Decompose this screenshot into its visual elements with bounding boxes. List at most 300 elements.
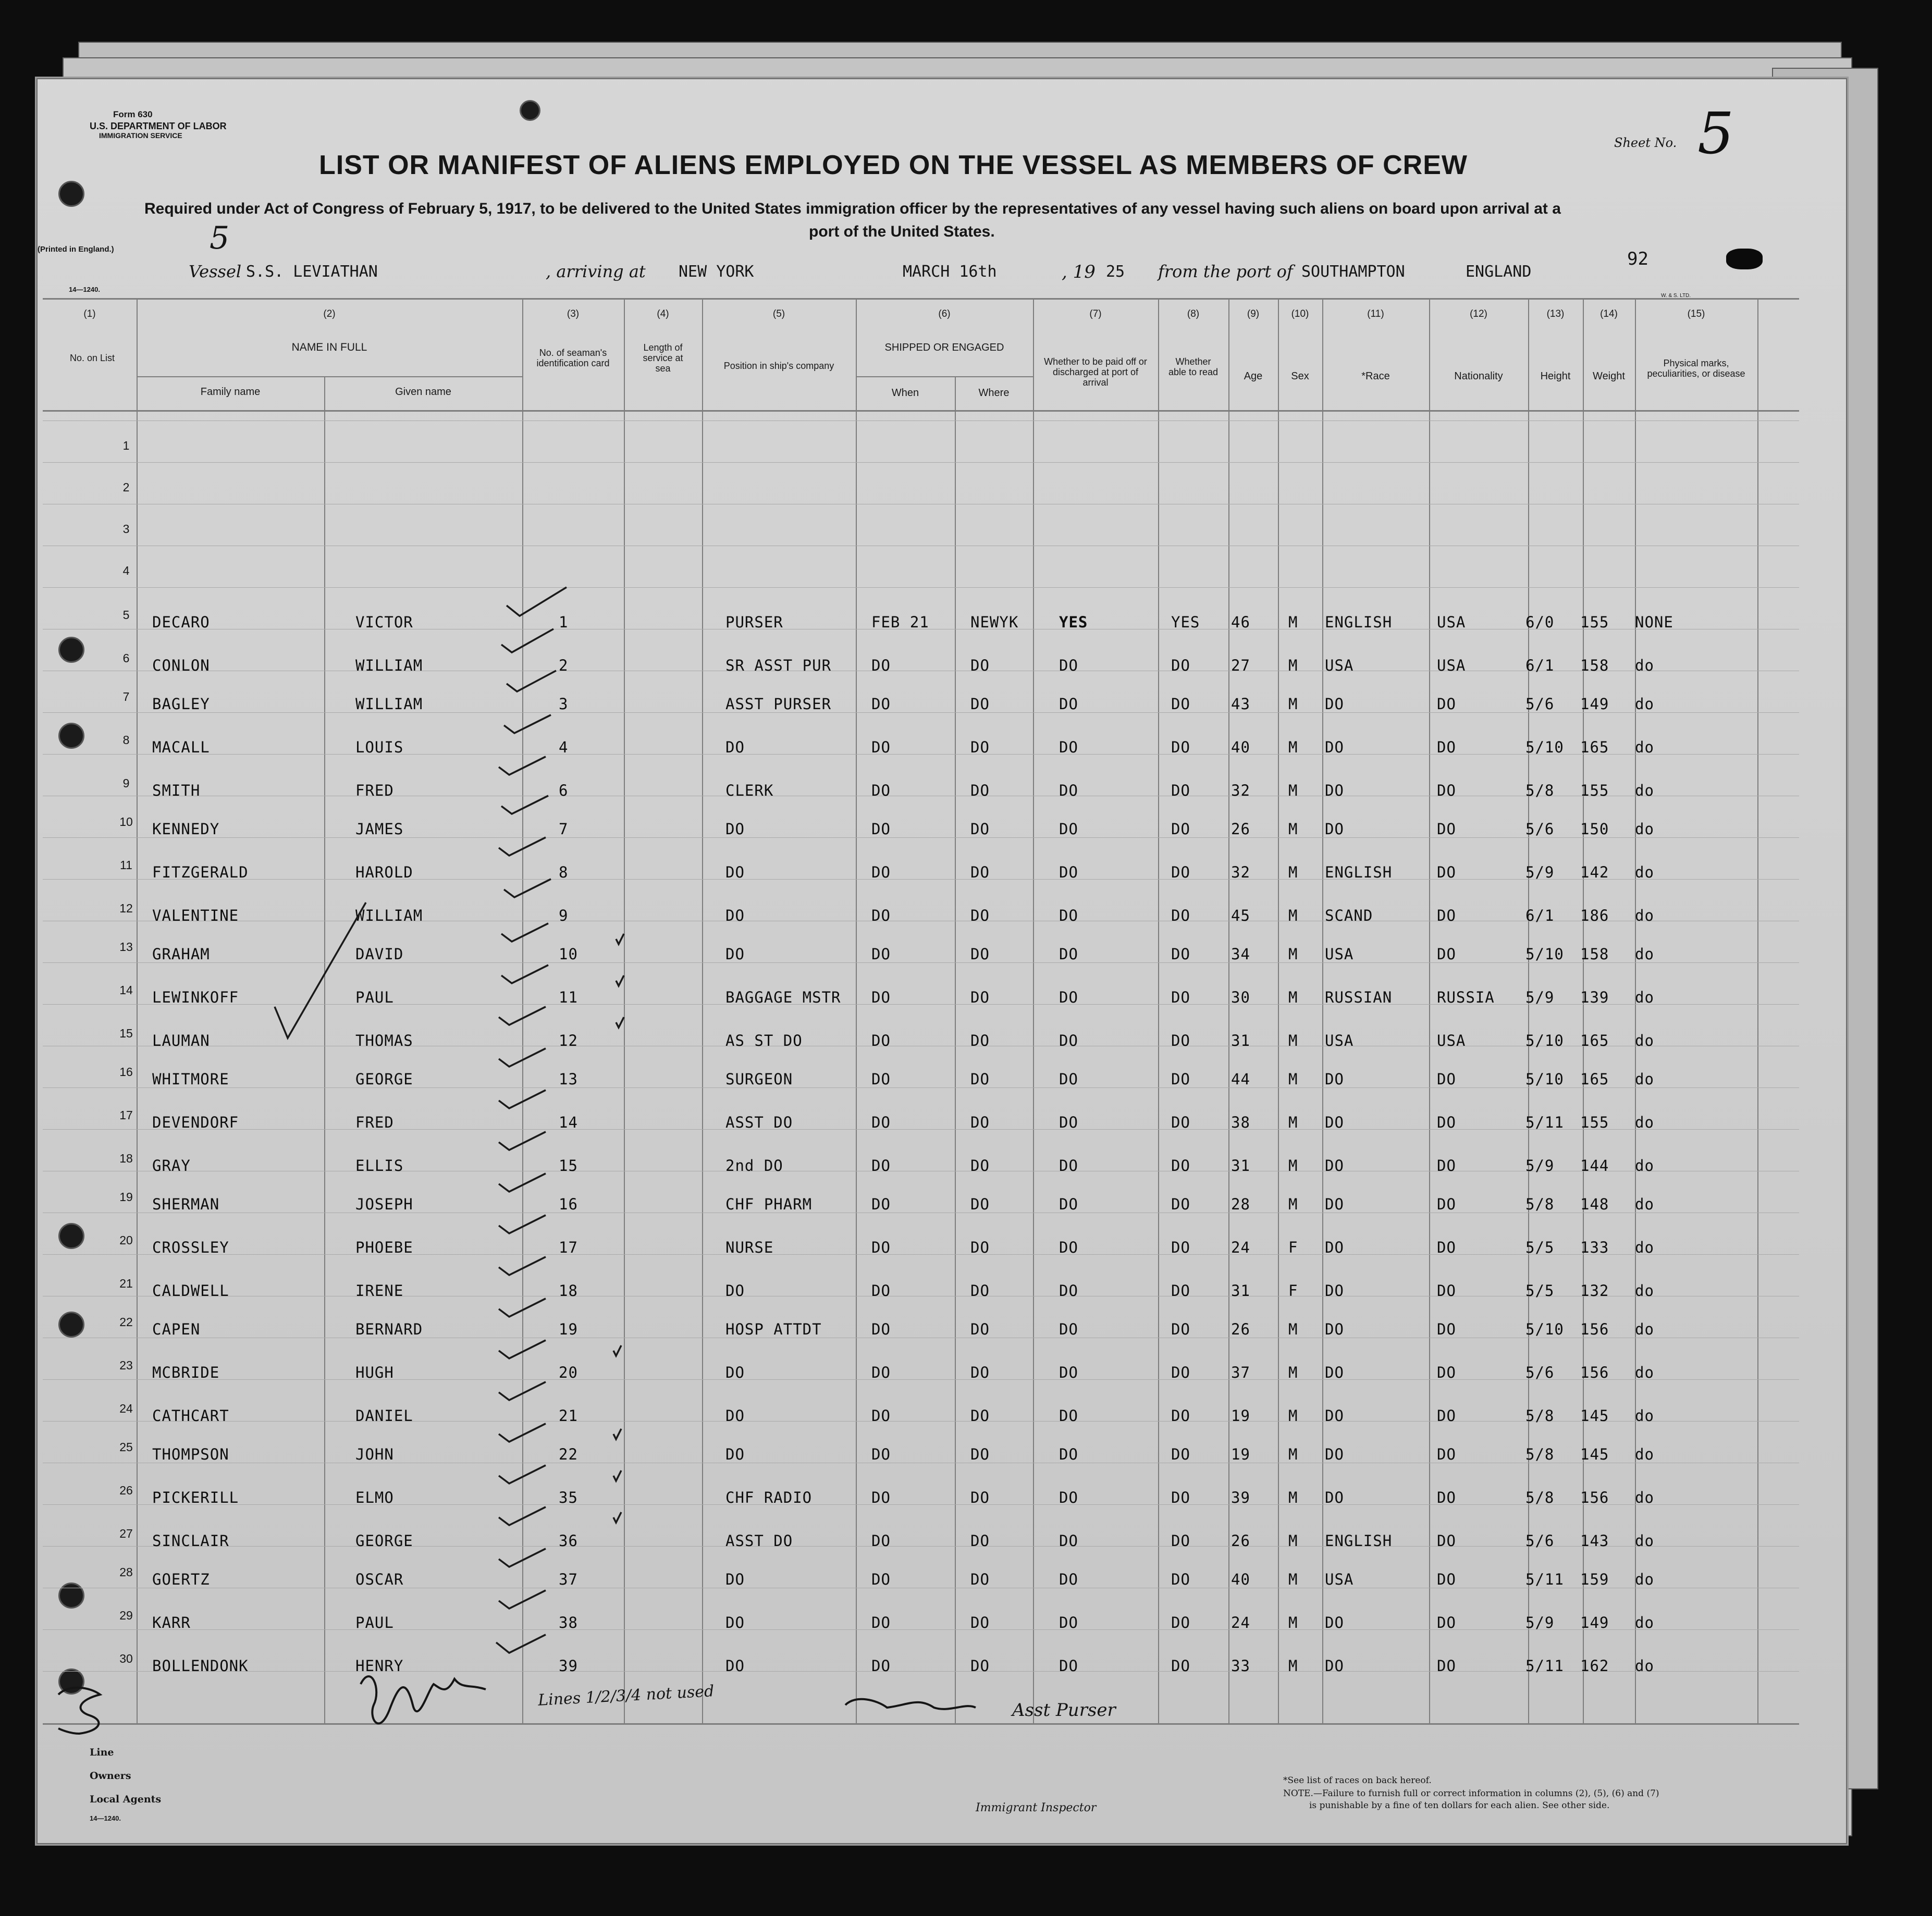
- race: DO: [1325, 1320, 1344, 1338]
- card-number: 3: [559, 695, 569, 713]
- row-number: 17: [119, 1108, 133, 1122]
- weight: 155: [1580, 1114, 1609, 1131]
- race: USA: [1325, 657, 1354, 674]
- col-num-4: (4): [657, 308, 669, 319]
- year-prefix: , 19: [1062, 262, 1096, 282]
- paid-off: DO: [1059, 1320, 1078, 1338]
- family-name: GOERTZ: [152, 1571, 210, 1588]
- family-name: CAPEN: [152, 1320, 201, 1338]
- height: 5/9: [1525, 863, 1555, 881]
- family-name: CROSSLEY: [152, 1239, 229, 1256]
- row-number: 5: [122, 608, 130, 622]
- given-name: WILLIAM: [355, 907, 423, 924]
- physical-marks: do: [1635, 988, 1654, 1006]
- sex: M: [1288, 613, 1298, 631]
- checkmark: [613, 1345, 621, 1356]
- able-read: DO: [1171, 1157, 1190, 1175]
- weight: 165: [1580, 1070, 1609, 1088]
- height: 5/6: [1525, 695, 1555, 713]
- printed-in-label: (Printed in England.): [38, 245, 114, 254]
- given-name: VICTOR: [355, 613, 413, 631]
- arrival-port: NEW YORK: [679, 263, 754, 281]
- engaged-where: DO: [970, 1445, 990, 1463]
- checkmark: [499, 757, 546, 775]
- card-number: 1: [559, 613, 569, 631]
- position: CLERK: [725, 782, 774, 799]
- engaged-where: DO: [970, 1489, 990, 1506]
- given-name: HUGH: [355, 1364, 394, 1381]
- card-number: 35: [559, 1489, 578, 1506]
- card-number: 12: [559, 1032, 578, 1049]
- row-number: 19: [119, 1190, 133, 1204]
- nationality: DO: [1437, 1489, 1456, 1506]
- col-num-12: (12): [1470, 308, 1487, 319]
- weight: 156: [1580, 1364, 1609, 1381]
- checkmark: [501, 965, 548, 983]
- engaged-where: DO: [970, 907, 990, 924]
- race: DO: [1325, 1114, 1344, 1131]
- position: AS ST DO: [725, 1032, 803, 1049]
- card-number: 4: [559, 738, 569, 756]
- family-name: GRAY: [152, 1157, 191, 1175]
- nationality: DO: [1437, 945, 1456, 963]
- position: DO: [725, 945, 745, 963]
- race: SCAND: [1325, 907, 1373, 924]
- physical-marks: do: [1635, 1157, 1654, 1175]
- height: 5/6: [1525, 1532, 1555, 1550]
- able-read: DO: [1171, 1032, 1190, 1049]
- position: DO: [725, 1614, 745, 1631]
- checkmarks-overlay: [38, 79, 1846, 1843]
- physical-marks: do: [1635, 1571, 1654, 1588]
- paid-off: DO: [1059, 1657, 1078, 1675]
- col-num-5: (5): [772, 308, 785, 319]
- position: SR ASST PUR: [725, 657, 832, 674]
- paid-off: DO: [1059, 820, 1078, 838]
- paid-off: DO: [1059, 863, 1078, 881]
- weight: 142: [1580, 863, 1609, 881]
- engaged-where: DO: [970, 1114, 990, 1131]
- able-read: DO: [1171, 1571, 1190, 1588]
- paid-off: DO: [1059, 1114, 1078, 1131]
- engaged-where: DO: [970, 1239, 990, 1256]
- age: 38: [1231, 1114, 1250, 1131]
- age: 19: [1231, 1407, 1250, 1425]
- engaged-where: DO: [970, 820, 990, 838]
- weight: 143: [1580, 1532, 1609, 1550]
- sex: M: [1288, 695, 1298, 713]
- height: 5/8: [1525, 1489, 1555, 1506]
- race: USA: [1325, 1032, 1354, 1049]
- race: DO: [1325, 1614, 1344, 1631]
- able-read: DO: [1171, 1070, 1190, 1088]
- given-name: PHOEBE: [355, 1239, 413, 1256]
- row-number: 1: [122, 439, 130, 452]
- manifest-subtitle-line2: port of the United States.: [809, 223, 995, 240]
- col-head-weight: Weight: [1593, 370, 1625, 382]
- manifest-sheet: [36, 78, 1847, 1844]
- card-number: 8: [559, 863, 569, 881]
- manifest-subtitle-line1: Required under Act of Congress of February 5, 1917, to be delivered to the United States immigration officer by the representatives of any vessel having such aliens on board upon arrival at a: [144, 200, 1561, 217]
- card-number: 7: [559, 820, 569, 838]
- age: 34: [1231, 945, 1250, 963]
- page-mark: [79, 1674, 103, 1716]
- nationality: USA: [1437, 1032, 1466, 1049]
- physical-marks: do: [1635, 657, 1654, 674]
- race: DO: [1325, 1657, 1344, 1675]
- engaged-when: DO: [871, 1070, 891, 1088]
- engaged-when: DO: [871, 1157, 891, 1175]
- height: 5/8: [1525, 1407, 1555, 1425]
- nationality: DO: [1437, 907, 1456, 924]
- height: 5/10: [1525, 945, 1564, 963]
- age: 31: [1231, 1282, 1250, 1300]
- paid-off: DO: [1059, 1489, 1078, 1506]
- engaged-where: DO: [970, 1032, 990, 1049]
- row-number: 13: [119, 940, 133, 954]
- family-name: BAGLEY: [152, 695, 210, 713]
- race: ENGLISH: [1325, 1532, 1393, 1550]
- col-num-9: (9): [1247, 308, 1260, 319]
- family-name: MACALL: [152, 738, 210, 756]
- weight: 186: [1580, 907, 1609, 924]
- age: 31: [1231, 1032, 1250, 1049]
- nationality: DO: [1437, 1364, 1456, 1381]
- row-number: 4: [122, 564, 130, 577]
- given-name: HAROLD: [355, 863, 413, 881]
- engaged-where: DO: [970, 1320, 990, 1338]
- col-head-name-in-full: NAME IN FULL: [291, 341, 367, 353]
- race: RUSSIAN: [1325, 988, 1393, 1006]
- weight: 149: [1580, 1614, 1609, 1631]
- physical-marks: do: [1635, 782, 1654, 799]
- height: 5/11: [1525, 1657, 1564, 1675]
- arrival-date: MARCH 16th: [903, 263, 997, 281]
- position: DO: [725, 1657, 745, 1675]
- height: 5/10: [1525, 738, 1564, 756]
- family-name: CATHCART: [152, 1407, 229, 1425]
- physical-marks: do: [1635, 1445, 1654, 1463]
- sex: M: [1288, 1489, 1298, 1506]
- age: 45: [1231, 907, 1250, 924]
- able-read: DO: [1171, 1489, 1190, 1506]
- footer-owners-label: Owners: [90, 1770, 131, 1782]
- card-number: 6: [559, 782, 569, 799]
- given-name: FRED: [355, 782, 394, 799]
- weight: 149: [1580, 695, 1609, 713]
- col-num-2: (2): [323, 308, 336, 319]
- sex: M: [1288, 1114, 1298, 1131]
- able-read: DO: [1171, 1407, 1190, 1425]
- able-read: DO: [1171, 988, 1190, 1006]
- engaged-when: DO: [871, 695, 891, 713]
- engaged-where: NEWYK: [970, 613, 1019, 631]
- checkmark: [616, 1017, 624, 1028]
- physical-marks: do: [1635, 1282, 1654, 1300]
- position: ASST DO: [725, 1114, 793, 1131]
- weight: 162: [1580, 1657, 1609, 1675]
- position: DO: [725, 1364, 745, 1381]
- margin-mark: 5: [210, 220, 230, 256]
- physical-marks: do: [1635, 738, 1654, 756]
- height: 5/11: [1525, 1114, 1564, 1131]
- col-head-sex: Sex: [1291, 370, 1309, 382]
- engaged-when: DO: [871, 1320, 891, 1338]
- stamp-number: 92: [1627, 249, 1648, 269]
- physical-marks: do: [1635, 1614, 1654, 1631]
- race: DO: [1325, 1445, 1344, 1463]
- weight: 158: [1580, 657, 1609, 674]
- paid-off: DO: [1059, 1070, 1078, 1088]
- physical-marks: do: [1635, 1320, 1654, 1338]
- checkmark: [507, 671, 556, 691]
- engaged-when: DO: [871, 1114, 891, 1131]
- col-head-age: Age: [1244, 370, 1263, 382]
- engaged-where: DO: [970, 1532, 990, 1550]
- engaged-when: DO: [871, 657, 891, 674]
- row-number: 23: [119, 1358, 133, 1372]
- race: DO: [1325, 1239, 1344, 1256]
- paid-off: DO: [1059, 1407, 1078, 1425]
- age: 44: [1231, 1070, 1250, 1088]
- row-number: 18: [119, 1152, 133, 1165]
- physical-marks: do: [1635, 945, 1654, 963]
- height: 6/0: [1525, 613, 1555, 631]
- engaged-when: DO: [871, 1532, 891, 1550]
- family-name: FITZGERALD: [152, 863, 249, 881]
- engaged-where: DO: [970, 1157, 990, 1175]
- height: 5/5: [1525, 1239, 1555, 1256]
- weight: 165: [1580, 738, 1609, 756]
- checkmark: [499, 1465, 546, 1484]
- family-name: CALDWELL: [152, 1282, 229, 1300]
- col-head-id-card: No. of seaman's identification card: [536, 348, 610, 368]
- given-name: FRED: [355, 1114, 394, 1131]
- service-label: IMMIGRATION SERVICE: [99, 131, 182, 140]
- family-name: SMITH: [152, 782, 201, 799]
- age: 27: [1231, 657, 1250, 674]
- nationality: DO: [1437, 738, 1456, 756]
- col-num-13: (13): [1546, 308, 1565, 319]
- checkmark: [499, 1299, 546, 1317]
- weight: 145: [1580, 1407, 1609, 1425]
- given-name: DANIEL: [355, 1407, 413, 1425]
- physical-marks: do: [1635, 1407, 1654, 1425]
- checkmark: [499, 1048, 546, 1067]
- card-number: 15: [559, 1157, 578, 1175]
- card-number: 10: [559, 945, 578, 963]
- physical-marks: do: [1635, 1239, 1654, 1256]
- paid-off: DO: [1059, 1571, 1078, 1588]
- engaged-where: DO: [970, 1407, 990, 1425]
- height: 5/9: [1525, 1157, 1555, 1175]
- card-number: 2: [559, 657, 569, 674]
- able-read: DO: [1171, 1195, 1190, 1213]
- manifest-title: LIST OR MANIFEST OF ALIENS EMPLOYED ON THE VESSEL AS MEMBERS OF CREW: [319, 150, 1468, 180]
- year-suffix: 25: [1106, 263, 1125, 281]
- physical-marks: NONE: [1635, 613, 1673, 631]
- checkmark: [501, 923, 548, 942]
- sex: M: [1288, 1364, 1298, 1381]
- given-name: THOMAS: [355, 1032, 413, 1049]
- able-read: DO: [1171, 1614, 1190, 1631]
- departure-port: SOUTHAMPTON: [1301, 263, 1405, 281]
- row-number: 16: [119, 1065, 133, 1079]
- weight: 144: [1580, 1157, 1609, 1175]
- col-head-where: Where: [978, 387, 1010, 399]
- position: ASST DO: [725, 1532, 793, 1550]
- sex: M: [1288, 1320, 1298, 1338]
- age: 37: [1231, 1364, 1250, 1381]
- position: DO: [725, 820, 745, 838]
- height: 5/6: [1525, 1364, 1555, 1381]
- family-name: THOMPSON: [152, 1445, 229, 1463]
- checkmark: [613, 1429, 621, 1439]
- sheet-number-value: 5: [1697, 100, 1734, 167]
- race: DO: [1325, 738, 1344, 756]
- col-num-8: (8): [1187, 308, 1200, 319]
- able-read: YES: [1171, 613, 1200, 631]
- position: ASST PURSER: [725, 695, 832, 713]
- form-code: 14—1240.: [69, 286, 100, 293]
- col-head-paid-off: Whether to be paid off or discharged at port of arrival: [1044, 356, 1147, 388]
- signature-purser: [845, 1699, 976, 1709]
- engaged-where: DO: [970, 1571, 990, 1588]
- card-number: 20: [559, 1364, 578, 1381]
- weight: 155: [1580, 782, 1609, 799]
- checkmark: [613, 1512, 621, 1523]
- age: 19: [1231, 1445, 1250, 1463]
- age: 39: [1231, 1489, 1250, 1506]
- nationality: RUSSIA: [1437, 988, 1495, 1006]
- vessel-name: S.S. LEVIATHAN: [246, 263, 378, 281]
- col-head-height: Height: [1540, 370, 1571, 382]
- checkmark: [499, 1590, 546, 1609]
- height: 5/11: [1525, 1571, 1564, 1588]
- age: 24: [1231, 1614, 1250, 1631]
- weight: 165: [1580, 1032, 1609, 1049]
- position: BAGGAGE MSTR: [725, 988, 841, 1006]
- nationality: DO: [1437, 1157, 1456, 1175]
- physical-marks: do: [1635, 1070, 1654, 1088]
- sex: M: [1288, 1445, 1298, 1463]
- col-head-family-name: Family name: [200, 386, 261, 398]
- col-num-7: (7): [1089, 308, 1102, 319]
- family-name: DEVENDORF: [152, 1114, 239, 1131]
- position: DO: [725, 1282, 745, 1300]
- weight: 132: [1580, 1282, 1609, 1300]
- position: DO: [725, 907, 745, 924]
- paid-off: DO: [1059, 695, 1078, 713]
- checkmark: [507, 587, 567, 616]
- row-number: 11: [120, 858, 132, 872]
- given-name: HENRY: [355, 1657, 404, 1675]
- physical-marks: do: [1635, 1489, 1654, 1506]
- race: DO: [1325, 782, 1344, 799]
- col-head-no-on-list: No. on List: [69, 353, 115, 363]
- sex: M: [1288, 1532, 1298, 1550]
- paid-off: DO: [1059, 1364, 1078, 1381]
- row-number: 12: [119, 901, 133, 915]
- given-name: DAVID: [355, 945, 404, 963]
- nationality: DO: [1437, 1320, 1456, 1338]
- engaged-where: DO: [970, 695, 990, 713]
- footer-form-code: 14—1240.: [90, 1814, 121, 1822]
- height: 5/10: [1525, 1070, 1564, 1088]
- paid-off: DO: [1059, 1445, 1078, 1463]
- paid-off: DO: [1059, 1157, 1078, 1175]
- immigrant-inspector-label: Immigrant Inspector: [976, 1801, 1097, 1814]
- height: 5/8: [1525, 1445, 1555, 1463]
- engaged-when: DO: [871, 1282, 891, 1300]
- engaged-when: DO: [871, 988, 891, 1006]
- engaged-when: DO: [871, 907, 891, 924]
- nationality: DO: [1437, 1407, 1456, 1425]
- sex: M: [1288, 863, 1298, 881]
- able-read: DO: [1171, 1532, 1190, 1550]
- engaged-where: DO: [970, 1657, 990, 1675]
- age: 32: [1231, 863, 1250, 881]
- height: 6/1: [1525, 907, 1555, 924]
- given-name: GEORGE: [355, 1070, 413, 1088]
- sex: M: [1288, 1407, 1298, 1425]
- paid-off: YES: [1059, 613, 1088, 631]
- weight: 158: [1580, 945, 1609, 963]
- nationality: DO: [1437, 863, 1456, 881]
- paid-off: DO: [1059, 945, 1078, 963]
- card-number: 39: [559, 1657, 578, 1675]
- race: USA: [1325, 1571, 1354, 1588]
- able-read: DO: [1171, 657, 1190, 674]
- col-head-shipped-engaged: SHIPPED OR ENGAGED: [884, 342, 1004, 353]
- col-head-race: *Race: [1361, 370, 1390, 382]
- race: DO: [1325, 820, 1344, 838]
- family-name: LAUMAN: [152, 1032, 210, 1049]
- physical-marks: do: [1635, 907, 1654, 924]
- checkmark: [496, 1635, 546, 1653]
- row-number: 27: [119, 1527, 133, 1540]
- physical-marks: do: [1635, 1114, 1654, 1131]
- sex: M: [1288, 1657, 1298, 1675]
- physical-marks: do: [1635, 1032, 1654, 1049]
- row-number: 29: [119, 1609, 133, 1622]
- row-number: 30: [119, 1652, 133, 1665]
- checkmark: [499, 1007, 546, 1025]
- checkmark: [499, 1549, 546, 1567]
- checkmark: [499, 1424, 546, 1442]
- departure-country: ENGLAND: [1466, 263, 1532, 281]
- sex: M: [1288, 1571, 1298, 1588]
- col-num-11: (11): [1367, 308, 1384, 319]
- row-number: 7: [122, 690, 130, 703]
- family-name: DECARO: [152, 613, 210, 631]
- age: 43: [1231, 695, 1250, 713]
- sex: M: [1288, 907, 1298, 924]
- age: 28: [1231, 1195, 1250, 1213]
- col-num-3: (3): [567, 308, 580, 319]
- height: 5/9: [1525, 988, 1555, 1006]
- engaged-where: DO: [970, 1364, 990, 1381]
- nationality: DO: [1437, 820, 1456, 838]
- given-name: IRENE: [355, 1282, 404, 1300]
- engaged-when: DO: [871, 1032, 891, 1049]
- position: DO: [725, 1407, 745, 1425]
- engaged-where: DO: [970, 863, 990, 881]
- able-read: DO: [1171, 1320, 1190, 1338]
- position: CHF PHARM: [725, 1195, 813, 1213]
- able-read: DO: [1171, 1657, 1190, 1675]
- paid-off: DO: [1059, 738, 1078, 756]
